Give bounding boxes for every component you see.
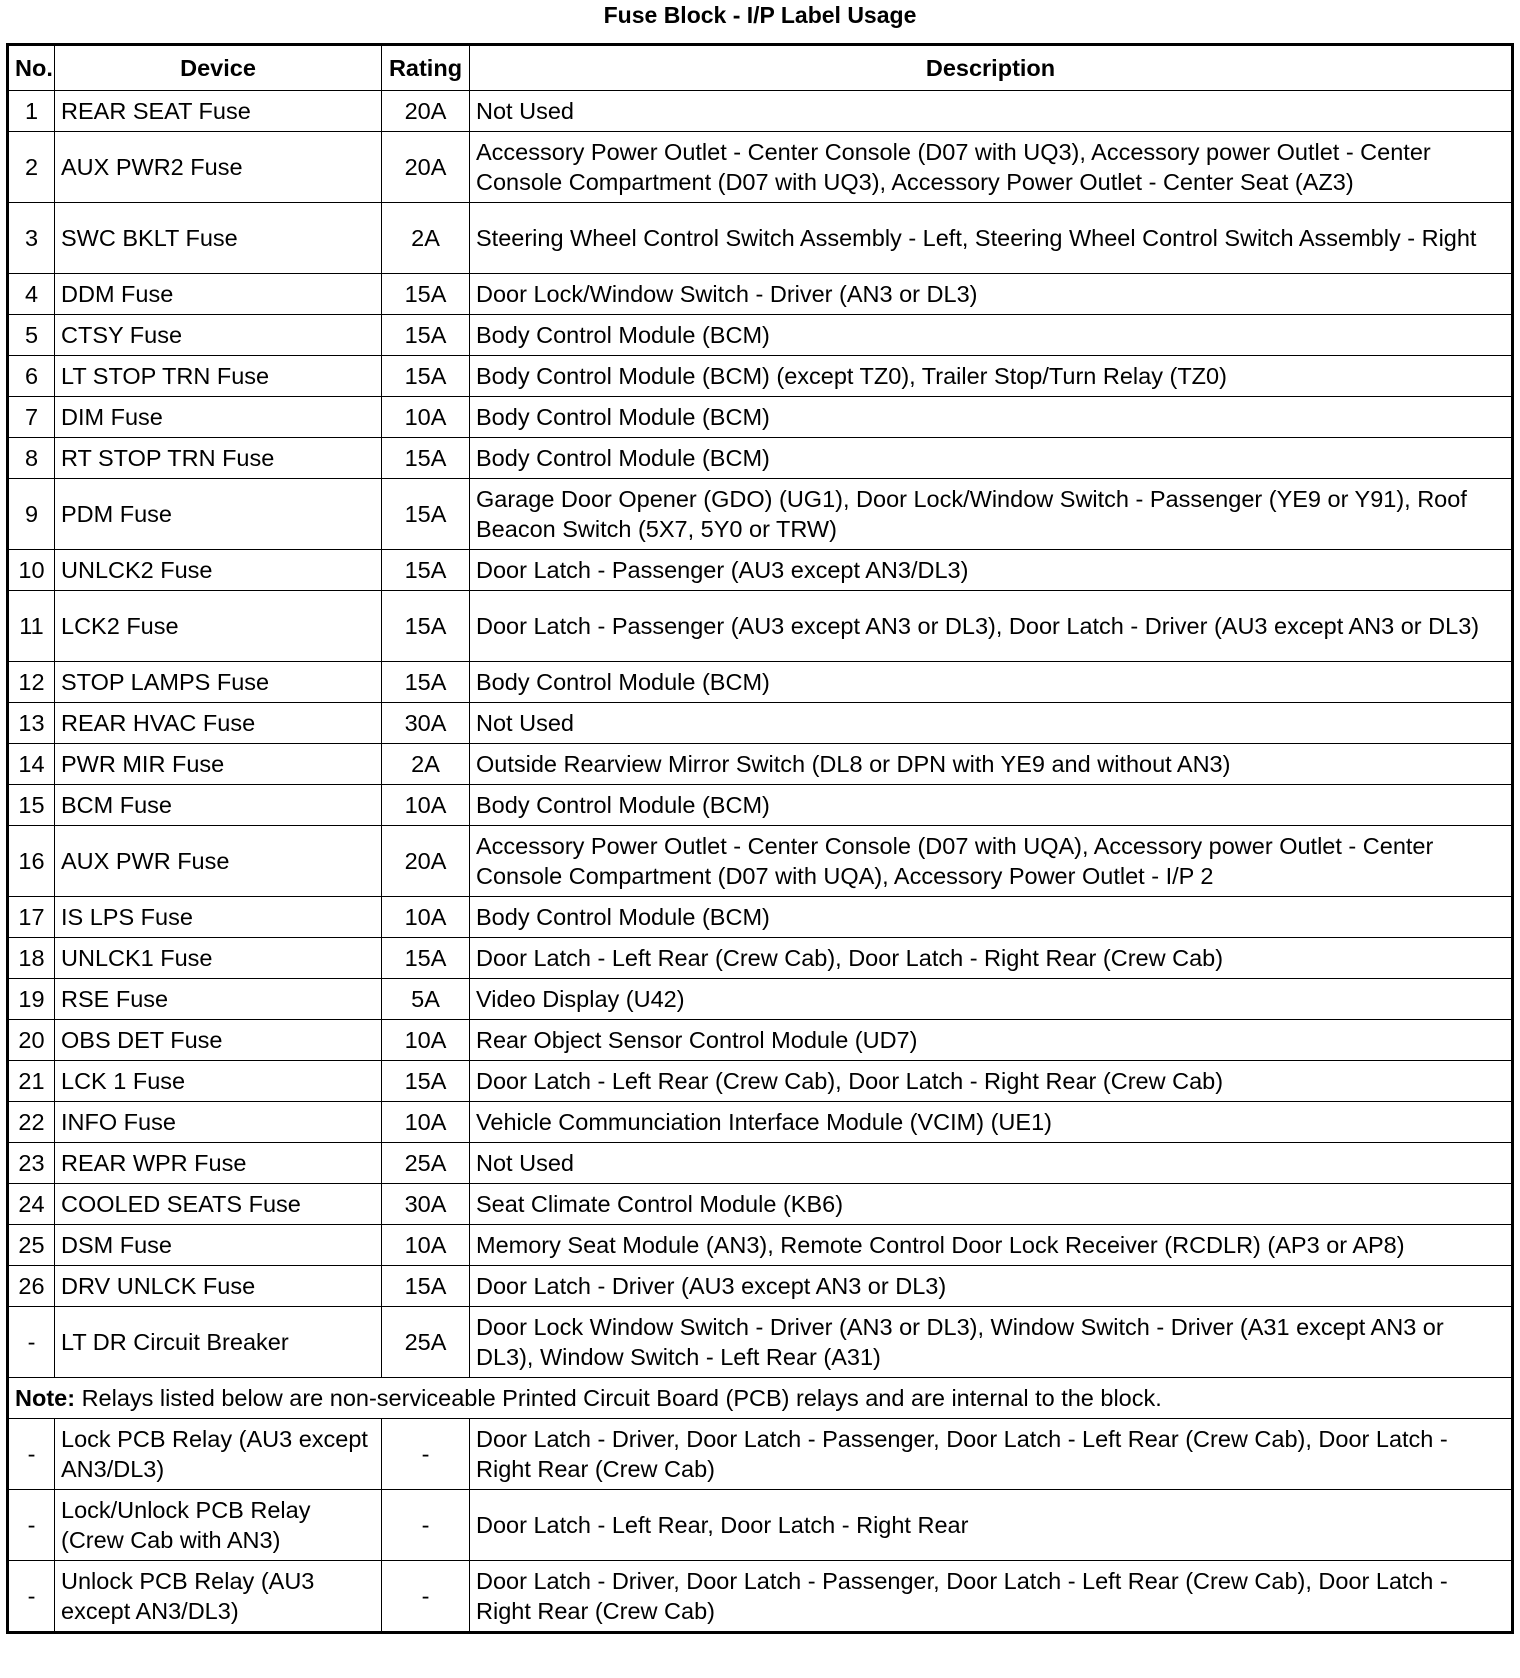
cell-device: DSM Fuse (55, 1225, 382, 1266)
table-row (8, 274, 1513, 315)
cell-device: LCK 1 Fuse (55, 1061, 382, 1102)
cell-no: 16 (8, 826, 55, 897)
cell-no: - (8, 1307, 55, 1378)
cell-no: 26 (8, 1266, 55, 1307)
cell-device: Unlock PCB Relay (AU3 except AN3/DL3) (55, 1561, 382, 1633)
note-cell (8, 1378, 1513, 1419)
cell-no: 3 (8, 203, 55, 274)
page-title: Fuse Block - I/P Label Usage (603, 2, 917, 28)
cell-no: - (8, 1561, 55, 1633)
table-row (8, 203, 1513, 274)
cell-description: Body Control Module (BCM) (470, 897, 1513, 938)
cell-rating: 10A (382, 1020, 470, 1061)
cell-device: SWC BKLT Fuse (55, 203, 382, 274)
cell-rating: 10A (382, 1102, 470, 1143)
cell-device: DIM Fuse (55, 397, 382, 438)
cell-rating: 15A (382, 438, 470, 479)
header-device: Device (55, 45, 382, 91)
cell-rating: - (382, 1419, 470, 1490)
cell-rating: 15A (382, 591, 470, 662)
cell-rating: 15A (382, 274, 470, 315)
table-row (8, 315, 1513, 356)
relay-row (8, 1561, 1513, 1633)
cell-no: 23 (8, 1143, 55, 1184)
cell-rating: 20A (382, 826, 470, 897)
table-row (8, 785, 1513, 826)
cell-rating: 15A (382, 1266, 470, 1307)
cell-device: DRV UNLCK Fuse (55, 1266, 382, 1307)
cell-device: REAR WPR Fuse (55, 1143, 382, 1184)
relay-row (8, 1490, 1513, 1561)
note-text: Relays listed below are non-serviceable Printed Circuit Board (PCB) relays and are internal to the block. (75, 1385, 1162, 1411)
cell-description: Door Lock Window Switch - Driver (AN3 or DL3), Window Switch - Driver (A31 except AN3 or DL3), Window Switch - Left Rear (A31) (470, 1307, 1513, 1378)
cell-device: UNLCK2 Fuse (55, 550, 382, 591)
cell-rating: 15A (382, 662, 470, 703)
cell-description: Door Latch - Left Rear (Crew Cab), Door Latch - Right Rear (Crew Cab) (470, 938, 1513, 979)
note-label: Note: (15, 1385, 76, 1411)
cell-device: RT STOP TRN Fuse (55, 438, 382, 479)
cell-rating: 10A (382, 1225, 470, 1266)
cell-no: 25 (8, 1225, 55, 1266)
cell-no: - (8, 1419, 55, 1490)
cell-device: DDM Fuse (55, 274, 382, 315)
cell-rating: - (382, 1490, 470, 1561)
cell-no: 11 (8, 591, 55, 662)
table-row (8, 1143, 1513, 1184)
cell-no: 12 (8, 662, 55, 703)
cell-device: LT STOP TRN Fuse (55, 356, 382, 397)
cell-no: 24 (8, 1184, 55, 1225)
cell-no: 20 (8, 1020, 55, 1061)
cell-description: Vehicle Communciation Interface Module (VCIM) (UE1) (470, 1102, 1513, 1143)
cell-no: 18 (8, 938, 55, 979)
cell-description: Memory Seat Module (AN3), Remote Control Door Lock Receiver (RCDLR) (AP3 or AP8) (470, 1225, 1513, 1266)
cell-device: BCM Fuse (55, 785, 382, 826)
table-row (8, 479, 1513, 550)
cell-no: 22 (8, 1102, 55, 1143)
table-row (8, 979, 1513, 1020)
table-row (8, 550, 1513, 591)
cell-description: Accessory Power Outlet - Center Console (D07 with UQA), Accessory power Outlet - Center Console Compartment (D07 with UQA), Accessory Power Outlet - I/P 2 (470, 826, 1513, 897)
table-row (8, 1061, 1513, 1102)
cell-description: Door Latch - Left Rear (Crew Cab), Door Latch - Right Rear (Crew Cab) (470, 1061, 1513, 1102)
table-row (8, 897, 1513, 938)
cell-description: Not Used (470, 91, 1513, 132)
cell-no: 6 (8, 356, 55, 397)
table-row (8, 1225, 1513, 1266)
cell-description: Seat Climate Control Module (KB6) (470, 1184, 1513, 1225)
cell-device: UNLCK1 Fuse (55, 938, 382, 979)
cell-rating: 20A (382, 132, 470, 203)
table-row (8, 132, 1513, 203)
cell-no: 5 (8, 315, 55, 356)
cell-device: AUX PWR Fuse (55, 826, 382, 897)
cell-description: Door Latch - Driver, Door Latch - Passenger, Door Latch - Left Rear (Crew Cab), Door Latch - Right Rear (Crew Cab) (470, 1419, 1513, 1490)
cell-device: RSE Fuse (55, 979, 382, 1020)
cell-no: 7 (8, 397, 55, 438)
table-row (8, 744, 1513, 785)
cell-device: LCK2 Fuse (55, 591, 382, 662)
table-row (8, 1307, 1513, 1378)
cell-description: Steering Wheel Control Switch Assembly - Left, Steering Wheel Control Switch Assembly - Right (470, 203, 1513, 274)
cell-no: 9 (8, 479, 55, 550)
cell-rating: 25A (382, 1143, 470, 1184)
note-row (8, 1378, 1513, 1419)
cell-description: Not Used (470, 1143, 1513, 1184)
table-row (8, 1266, 1513, 1307)
cell-rating: 20A (382, 91, 470, 132)
relay-row (8, 1419, 1513, 1490)
cell-rating: 15A (382, 315, 470, 356)
cell-device: STOP LAMPS Fuse (55, 662, 382, 703)
cell-description: Rear Object Sensor Control Module (UD7) (470, 1020, 1513, 1061)
header-no: No. (8, 45, 55, 91)
cell-description: Door Latch - Passenger (AU3 except AN3/DL3) (470, 550, 1513, 591)
table-row (8, 438, 1513, 479)
cell-device: Lock/Unlock PCB Relay (Crew Cab with AN3) (55, 1490, 382, 1561)
cell-rating: 2A (382, 203, 470, 274)
cell-no: 13 (8, 703, 55, 744)
header-description: Description (470, 45, 1513, 91)
table-row (8, 826, 1513, 897)
table-row (8, 662, 1513, 703)
cell-description: Outside Rearview Mirror Switch (DL8 or DPN with YE9 and without AN3) (470, 744, 1513, 785)
cell-no: 19 (8, 979, 55, 1020)
cell-description: Video Display (U42) (470, 979, 1513, 1020)
cell-description: Body Control Module (BCM) (470, 315, 1513, 356)
cell-description: Door Latch - Driver (AU3 except AN3 or DL3) (470, 1266, 1513, 1307)
cell-rating: 30A (382, 1184, 470, 1225)
cell-description: Door Lock/Window Switch - Driver (AN3 or DL3) (470, 274, 1513, 315)
cell-description: Body Control Module (BCM) (470, 438, 1513, 479)
cell-no: 15 (8, 785, 55, 826)
table-row (8, 91, 1513, 132)
table-row (8, 356, 1513, 397)
cell-no: 1 (8, 91, 55, 132)
cell-no: 8 (8, 438, 55, 479)
cell-no: 17 (8, 897, 55, 938)
cell-rating: 30A (382, 703, 470, 744)
cell-rating: 15A (382, 1061, 470, 1102)
cell-device: Lock PCB Relay (AU3 except AN3/DL3) (55, 1419, 382, 1490)
cell-no: 21 (8, 1061, 55, 1102)
cell-rating: - (382, 1561, 470, 1633)
cell-no: 4 (8, 274, 55, 315)
cell-device: LT DR Circuit Breaker (55, 1307, 382, 1378)
cell-description: Body Control Module (BCM) (470, 785, 1513, 826)
cell-device: COOLED SEATS Fuse (55, 1184, 382, 1225)
table-row (8, 938, 1513, 979)
table-row (8, 703, 1513, 744)
cell-description: Door Latch - Driver, Door Latch - Passenger, Door Latch - Left Rear (Crew Cab), Door Latch - Right Rear (Crew Cab) (470, 1561, 1513, 1633)
table-row (8, 591, 1513, 662)
cell-rating: 15A (382, 550, 470, 591)
cell-rating: 10A (382, 897, 470, 938)
cell-description: Not Used (470, 703, 1513, 744)
fuse-table (6, 43, 1514, 1634)
cell-device: OBS DET Fuse (55, 1020, 382, 1061)
cell-rating: 15A (382, 356, 470, 397)
cell-rating: 15A (382, 479, 470, 550)
cell-device: CTSY Fuse (55, 315, 382, 356)
cell-device: INFO Fuse (55, 1102, 382, 1143)
cell-rating: 15A (382, 938, 470, 979)
table-row (8, 1020, 1513, 1061)
table-row (8, 397, 1513, 438)
table-header-row (8, 45, 1513, 91)
cell-rating: 10A (382, 397, 470, 438)
cell-description: Accessory Power Outlet - Center Console (D07 with UQ3), Accessory power Outlet - Center Console Compartment (D07 with UQ3), Accessory Power Outlet - Center Seat (AZ3) (470, 132, 1513, 203)
cell-device: REAR SEAT Fuse (55, 91, 382, 132)
cell-rating: 10A (382, 785, 470, 826)
cell-description: Body Control Module (BCM) (470, 397, 1513, 438)
cell-no: - (8, 1490, 55, 1561)
cell-no: 2 (8, 132, 55, 203)
cell-rating: 5A (382, 979, 470, 1020)
cell-no: 10 (8, 550, 55, 591)
cell-device: IS LPS Fuse (55, 897, 382, 938)
cell-description: Body Control Module (BCM) (except TZ0), Trailer Stop/Turn Relay (TZ0) (470, 356, 1513, 397)
cell-description: Door Latch - Passenger (AU3 except AN3 or DL3), Door Latch - Driver (AU3 except AN3 or DL3) (470, 591, 1513, 662)
cell-description: Body Control Module (BCM) (470, 662, 1513, 703)
cell-device: PDM Fuse (55, 479, 382, 550)
cell-device: REAR HVAC Fuse (55, 703, 382, 744)
cell-description: Door Latch - Left Rear, Door Latch - Right Rear (470, 1490, 1513, 1561)
table-row (8, 1184, 1513, 1225)
cell-rating: 2A (382, 744, 470, 785)
cell-description: Garage Door Opener (GDO) (UG1), Door Lock/Window Switch - Passenger (YE9 or Y91), Roof Beacon Switch (5X7, 5Y0 or TRW) (470, 479, 1513, 550)
cell-device: PWR MIR Fuse (55, 744, 382, 785)
header-rating: Rating (382, 45, 470, 91)
table-row (8, 1102, 1513, 1143)
cell-rating: 25A (382, 1307, 470, 1378)
cell-device: AUX PWR2 Fuse (55, 132, 382, 203)
cell-no: 14 (8, 744, 55, 785)
